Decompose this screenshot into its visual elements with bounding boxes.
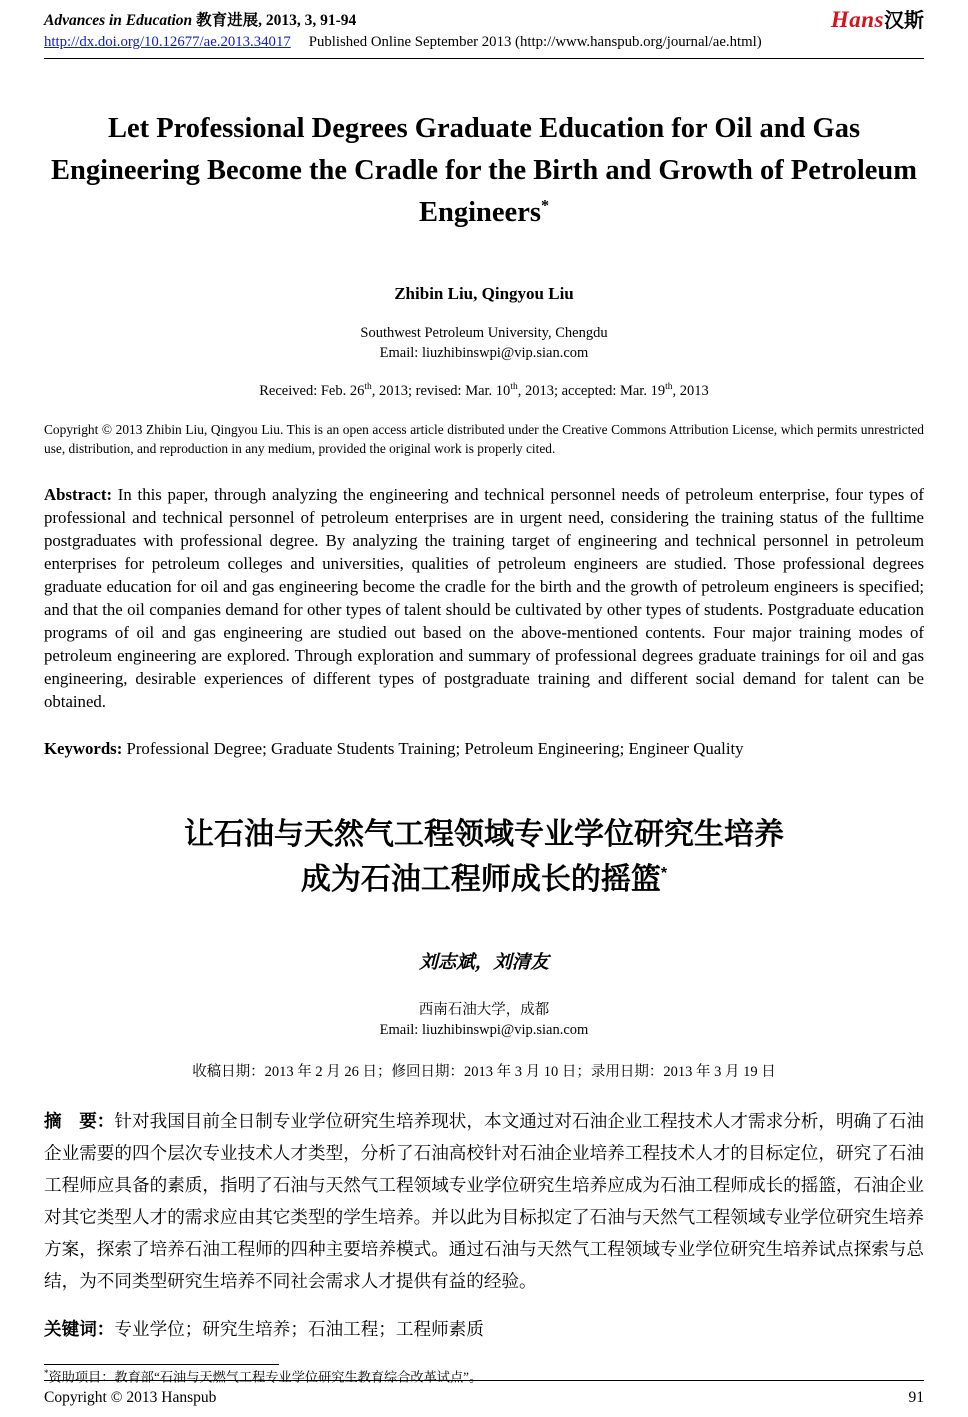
page-footer <box>44 1380 924 1407</box>
journal-issue-info: 教育进展, 2013, 3, 91-94 <box>196 12 357 29</box>
received-part: , 2013; revised: Mar. 10 <box>371 382 511 399</box>
article-title-cn-line1: 让石油与天然气工程领域专业学位研究生培养 <box>184 817 784 851</box>
doi-link[interactable]: http://dx.doi.org/10.12677/ae.2013.34017 <box>44 34 291 50</box>
authors-en: Zhibin Liu, Qingyou Liu <box>394 283 574 303</box>
received-part: , 2013; accepted: Mar. 19 <box>517 382 666 399</box>
received-sup: th <box>510 381 518 392</box>
abstract-paragraph-cn <box>44 1105 924 1297</box>
footnote-mark: * <box>44 1367 49 1378</box>
hanspub-logo-cn: 汉斯 <box>884 10 924 32</box>
journal-name: Advances in Education <box>44 12 193 29</box>
abstract-text-cn: 针对我国目前全日制专业学位研究生培养现状，本文通过对石油企业工程技术人才需求分析，明确了石油企业需要的四个层次专业技术人才类型，分析了石油高校针对石油企业培养工程技术人才的目标定位，研究了石油工程师应具备的素质，指明了石油与天然气工程领域专业学位研究生培养应成为石油工程师成长的摇篮，石油企业对其它类型人才的需求应由其它类型的学生培养。并以此为目标拟定了石油与天然气工程领域专业学位研究生培养方案，探索了培养石油工程师的四种主要培养模式。通过石油与天然气工程领域专业学位研究生培养试点探索与总结，为不同类型研究生培养不同社会需求人才提供有益的经验。 <box>44 1110 924 1291</box>
abstract-text: In this paper, through analyzing the engineering and technical personnel needs of petroleum enterprise, four types of professional and technical personnel of petroleum enterprises are in urgent need, considering the training status of the fulltime postgraduates with professional degree. By analyzing the training target of engineering and technical personnel in petroleum enterprises for petroleum colleges and universities, qualities of petroleum engineers are studied. Those professional degrees graduate education for oil and gas engineering become the cradle for the birth and the growth of petroleum engineers is specified; and that the oil companies demand for other types of talent should be cultivated by other types of students. Postgraduate education programs of oil and gas engineering are studied out based on the above-mentioned contents. Four major training modes of petroleum engineering are explored. Through exploration and summary of professional degrees graduate trainings for oil and gas engineering, desirable experiences of different types of postgraduate training and different social demand for talent can be obtained. <box>44 484 924 711</box>
abstract-paragraph <box>44 483 924 713</box>
keywords-line-cn <box>44 1314 924 1346</box>
keywords-label: Keywords: <box>44 738 123 758</box>
email-en: Email: liuzhibinswpi@vip.sian.com <box>379 344 589 361</box>
journal-header <box>44 8 924 31</box>
received-part: , 2013 <box>672 382 709 399</box>
affiliation-en: Southwest Petroleum University, Chengdu <box>360 324 608 341</box>
header-divider <box>44 58 924 59</box>
doi-line <box>44 34 924 51</box>
keywords-line <box>44 737 924 760</box>
abstract-label: Abstract: <box>44 484 113 504</box>
article-title-cn-line2-text: 成为石油工程师成长的摇篮 <box>300 862 661 896</box>
cn-title-footnote-mark: * <box>660 864 668 882</box>
authors-cn: 刘志斌，刘清友 <box>419 952 549 973</box>
article-title-cn-line2 <box>44 857 924 902</box>
received-line <box>44 382 924 400</box>
title-footnote-mark: * <box>540 197 549 215</box>
received-sup: th <box>665 381 673 392</box>
received-part: Received: Feb. 26 <box>259 382 365 399</box>
dates-cn: 收稿日期：2013 年 2 月 26 日；修回日期：2013 年 3 月 10 日；录用日期：2013 年 3 月 19 日 <box>192 1063 776 1080</box>
hanspub-logo-en: Hans <box>830 7 884 32</box>
received-sup: th <box>364 381 372 392</box>
footnote-text: 资助项目：教育部“石油与天燃气工程专业学位研究生教育综合改革试点”。 <box>48 1368 483 1384</box>
copyright-notice: Copyright © 2013 Zhibin Liu, Qingyou Liu. This is an open access article distributed under the Creative Commons Attribution License, which permits unrestricted use, distribution, and reproduction in any medium, provided the original work is properly cited. <box>44 421 924 456</box>
email-cn: Email: liuzhibinswpi@vip.sian.com <box>379 1021 589 1038</box>
abstract-label-cn: 摘 要： <box>44 1110 115 1131</box>
keywords-text: Professional Degree; Graduate Students Training; Petroleum Engineering; Engineer Quality <box>122 738 744 758</box>
keywords-text-cn: 专业学位；研究生培养；石油工程；工程师素质 <box>114 1319 484 1340</box>
footnote-divider <box>44 1364 279 1365</box>
footer-page-number: 91 <box>908 1389 924 1406</box>
keywords-label-cn: 关键词： <box>44 1319 115 1340</box>
article-title-en <box>44 108 924 234</box>
footer-copyright: Copyright © 2013 Hanspub <box>44 1389 217 1406</box>
journal-title-line <box>44 8 356 30</box>
article-title-cn <box>44 812 924 902</box>
hanspub-logo <box>831 8 924 31</box>
article-title-en-text: Let Professional Degrees Graduate Education for Oil and Gas Engineering Become the Cradle for the Birth and Growth of Petroleum Engineers <box>51 113 917 228</box>
published-info: Published Online September 2013 (http://www.hanspub.org/journal/ae.html) <box>308 34 762 50</box>
affiliation-cn: 西南石油大学，成都 <box>418 1001 550 1018</box>
